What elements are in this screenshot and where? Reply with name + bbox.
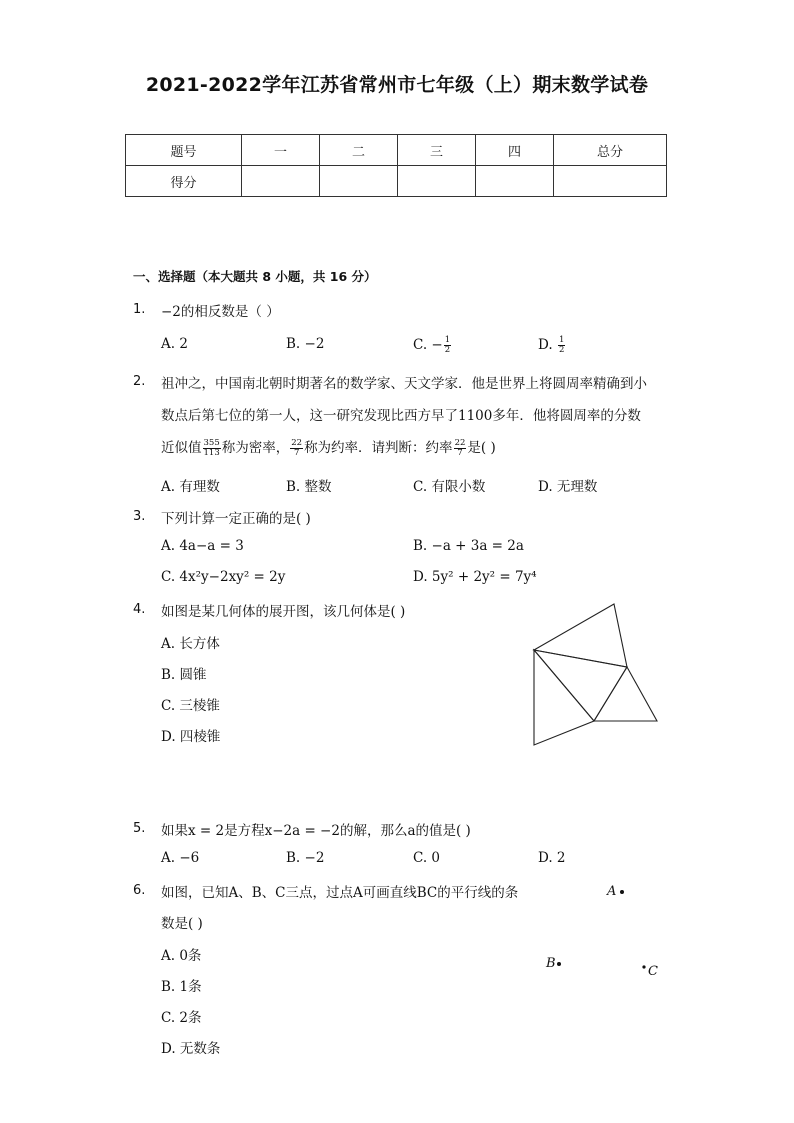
score-row-label: 得分 xyxy=(126,166,242,197)
fraction-denominator: 113 xyxy=(203,448,220,458)
question-number: 2. xyxy=(133,374,146,389)
option-b[interactable]: B. −2 xyxy=(286,850,325,866)
fraction-numerator: 22 xyxy=(291,438,303,448)
question-stem-line: 数点后第七位的第一人，这一研究发现比西方早了1100多年．他将圆周率的分数 xyxy=(161,408,641,424)
option-b[interactable]: B. 圆锥 xyxy=(161,667,207,683)
score-header-cell: 三 xyxy=(398,135,476,166)
stem-text: 称为约率．请判断：约率 xyxy=(304,440,453,456)
question-stem-line: 如图，已知A、B、C三点，过点A可画直线BC的平行线的条 xyxy=(161,885,519,901)
question-number: 4. xyxy=(133,602,146,617)
fraction-denominator: 2 xyxy=(444,345,451,355)
score-header-cell: 四 xyxy=(476,135,554,166)
option-c[interactable]: C. 2条 xyxy=(161,1010,202,1026)
question-number: 6. xyxy=(133,883,146,898)
option-b[interactable]: B. −a + 3a = 2a xyxy=(413,538,524,554)
point-c xyxy=(642,965,645,968)
option-d[interactable]: D. 2 xyxy=(538,850,566,866)
option-d[interactable]: D. 无数条 xyxy=(161,1041,221,1057)
point-label-a: A xyxy=(607,884,617,899)
section-heading: 一、选择题（本大题共 8 小题，共 16 分） xyxy=(133,269,377,284)
stem-text: 近似值 xyxy=(161,440,202,456)
question-stem: −2的相反数是（ ） xyxy=(161,304,280,320)
option-c[interactable]: C. 有限小数 xyxy=(413,479,486,495)
fraction-denominator: 2 xyxy=(558,345,565,355)
fraction-numerator: 355 xyxy=(203,438,220,448)
score-header-cell: 一 xyxy=(242,135,320,166)
question-number: 5. xyxy=(133,821,146,836)
fraction-numerator: 1 xyxy=(558,335,565,345)
question-stem: 下列计算一定正确的是( ) xyxy=(161,511,311,527)
option-c[interactable]: C. 0 xyxy=(413,850,441,866)
point-b xyxy=(557,962,561,966)
fraction-numerator: 22 xyxy=(454,438,466,448)
option-b[interactable]: B. 整数 xyxy=(286,479,332,495)
question-number: 3. xyxy=(133,509,146,524)
option-a[interactable]: A. 4a−a = 3 xyxy=(161,538,244,554)
exam-title: 2021-2022学年江苏省常州市七年级（上）期末数学试卷 xyxy=(145,74,649,96)
question-stem: 如果x = 2是方程x−2a = −2的解，那么a的值是( ) xyxy=(161,823,471,839)
option-a[interactable]: A. −6 xyxy=(161,850,200,866)
option-d[interactable]: D. 四棱锥 xyxy=(161,729,221,745)
question-stem: 如图是某几何体的展开图，该几何体是( ) xyxy=(161,604,406,620)
score-header-cell: 总分 xyxy=(554,135,667,166)
option-c-prefix: C. − xyxy=(413,337,443,353)
option-b[interactable]: B. −2 xyxy=(286,336,325,352)
point-label-c: C xyxy=(648,964,658,979)
point-a xyxy=(620,890,624,894)
fraction-denominator: 7 xyxy=(293,448,300,458)
fraction-denominator: 7 xyxy=(457,448,463,458)
option-d[interactable]: D. 无理数 xyxy=(538,479,598,495)
option-c[interactable]: C. 三棱锥 xyxy=(161,698,220,714)
stem-text: 是( ) xyxy=(467,440,496,456)
option-a[interactable]: A. 0条 xyxy=(161,948,202,964)
option-b[interactable]: B. 1条 xyxy=(161,979,202,995)
point-label-b: B xyxy=(546,956,556,971)
option-c[interactable]: C. 4x²y−2xy² = 2y xyxy=(161,569,286,585)
question-stem-line: 数是( ) xyxy=(161,916,203,932)
option-a[interactable]: A. 有理数 xyxy=(161,479,220,495)
fraction-numerator: 1 xyxy=(444,335,451,345)
score-header-cell: 二 xyxy=(320,135,398,166)
score-header-cell: 题号 xyxy=(126,135,242,166)
option-a[interactable]: A. 长方体 xyxy=(161,636,220,652)
option-a[interactable]: A. 2 xyxy=(161,336,188,352)
option-d-prefix: D. xyxy=(538,337,557,353)
option-d[interactable]: D. 5y² + 2y² = 7y⁴ xyxy=(413,569,537,585)
question-number: 1. xyxy=(133,302,146,317)
question-stem-line: 祖冲之，中国南北朝时期著名的数学家、天文学家．他是世界上将圆周率精确到小 xyxy=(161,376,647,392)
stem-text: 称为密率， xyxy=(221,440,290,456)
